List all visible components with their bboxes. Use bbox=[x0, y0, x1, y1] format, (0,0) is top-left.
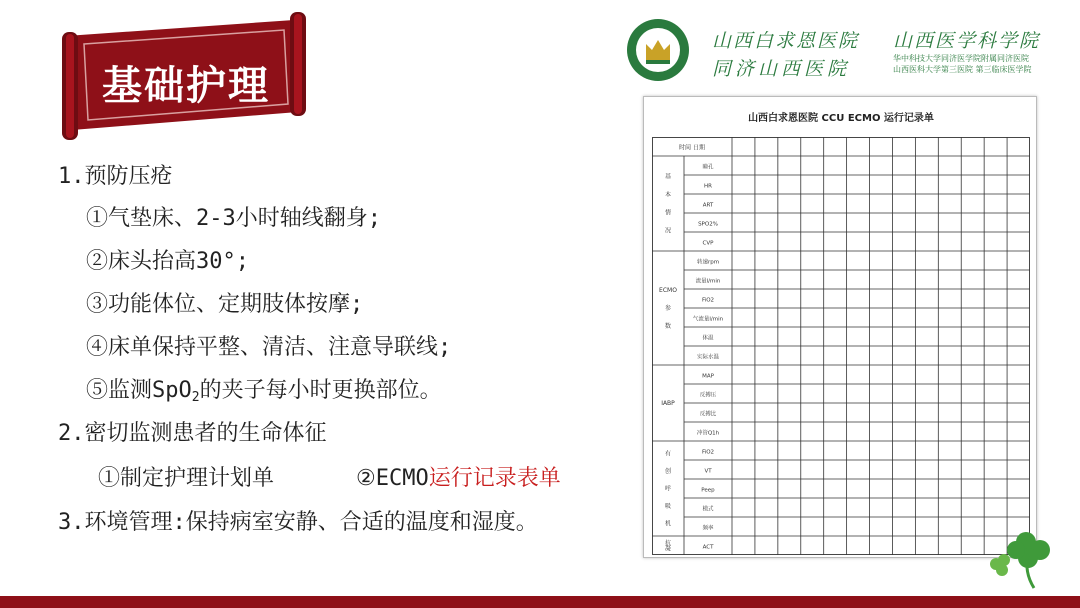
item-1-sub-4: ④床单保持平整、清洁、注意导联线; bbox=[86, 335, 452, 360]
item-2-sub-1: ①制定护理计划单 bbox=[98, 466, 275, 491]
sheet-group-label: ECMO bbox=[659, 287, 677, 294]
sheet-row-label: 气流量l/min bbox=[692, 316, 724, 323]
hospital-logo bbox=[626, 18, 690, 82]
sheet-group-label: 有 bbox=[664, 450, 672, 458]
sheet-row-label: 冲管Q1h bbox=[696, 430, 720, 437]
item-1-sub-2: ②床头抬高30°; bbox=[86, 249, 249, 274]
sheet-row-label: FiO2 bbox=[701, 297, 715, 304]
item-1-title: 1.预防压疮 bbox=[58, 164, 173, 189]
sheet-row-label: ART bbox=[702, 202, 714, 209]
sheet-row-label: VT bbox=[704, 468, 712, 475]
sheet-group-label: 数 bbox=[664, 323, 672, 330]
sheet-table bbox=[652, 137, 1030, 555]
sheet-grid bbox=[652, 137, 1030, 559]
sheet-row-label: 流量l/min bbox=[695, 278, 721, 285]
sheet-row-label: MAP bbox=[702, 373, 714, 380]
sheet-row-label: 反搏压 bbox=[699, 392, 717, 399]
sheet-group-label: 吸 bbox=[664, 502, 672, 510]
sheet-title: 山西白求恩医院 CCU ECMO 运行记录单 bbox=[748, 113, 934, 124]
sheet-row-label: SPO2% bbox=[698, 221, 718, 228]
item-1-sub-5-post: 的夹子每小时更换部位。 bbox=[199, 378, 442, 403]
item-1-sub-5-pre: ⑤监测SpO bbox=[86, 378, 192, 403]
sheet-group-label: 参 bbox=[664, 305, 672, 312]
sheet-row-label: 瞳孔 bbox=[702, 164, 714, 171]
item-3-title: 3.环境管理:保持病室安静、合适的温度和湿度。 bbox=[58, 510, 538, 535]
sheet-row-label: Peep bbox=[701, 487, 715, 494]
hospital-name-secondary: 同济山西医院 bbox=[712, 58, 851, 80]
sheet-group-label: 创 bbox=[664, 468, 672, 476]
affiliation-line-2: 山西医科大学第三医院 第三临床医学院 bbox=[893, 65, 1032, 74]
sheet-group-label: 凝 bbox=[664, 545, 672, 553]
item-2-title: 2.密切监测患者的生命体征 bbox=[58, 421, 327, 446]
item-1-sub-5-subscript: 2 bbox=[191, 390, 200, 405]
sheet-row-label: CVP bbox=[702, 240, 714, 247]
sheet-row-label: HR bbox=[704, 183, 712, 190]
item-2-sub-2 bbox=[356, 462, 561, 496]
sheet-group-label: 机 bbox=[664, 520, 672, 528]
sheet-group-label: 况 bbox=[664, 227, 672, 235]
sheet-row-label: 模式 bbox=[702, 506, 714, 513]
academy-name: 山西医学科学院 bbox=[893, 30, 1041, 52]
sheet-group-label: 基 bbox=[664, 173, 672, 181]
sheet-row-label: 反搏比 bbox=[699, 411, 717, 418]
sheet-row-label: 体温 bbox=[702, 335, 714, 342]
ecmo-record-sheet bbox=[643, 96, 1037, 558]
title-banner bbox=[58, 12, 314, 140]
sheet-group-label: IABP bbox=[661, 400, 675, 407]
sheet-header-label: 时间 日期 bbox=[679, 144, 705, 152]
item-2-sub-2-pre: ②ECMO bbox=[356, 466, 429, 491]
sheet-row-label: FiO2 bbox=[701, 449, 715, 456]
page-title: 基础护理 bbox=[102, 63, 270, 109]
item-1-sub-3: ③功能体位、定期肢体按摩; bbox=[86, 292, 364, 317]
sheet-row-label: 频率 bbox=[702, 525, 714, 532]
sheet-group-label: 情 bbox=[664, 209, 672, 217]
item-2-sub-2-highlight: 运行记录表单 bbox=[428, 466, 561, 491]
sheet-group-label: 抗 bbox=[664, 539, 672, 547]
sheet-group-label: 呼 bbox=[664, 485, 672, 493]
hospital-name-primary: 山西白求恩医院 bbox=[712, 30, 860, 52]
item-1-sub-1: ①气垫床、2-3小时轴线翻身; bbox=[86, 206, 381, 231]
bottom-accent-bar bbox=[0, 596, 1080, 608]
sheet-row-label: ACT bbox=[702, 544, 714, 551]
sheet-row-label: 实际水温 bbox=[696, 354, 720, 361]
affiliation-line-1: 华中科技大学同济医学院附属同济医院 bbox=[893, 54, 1029, 63]
sheet-row-label: 转速rpm bbox=[696, 259, 720, 266]
item-1-sub-5 bbox=[86, 374, 442, 408]
sheet-group-label: 本 bbox=[664, 191, 672, 199]
clover-decoration bbox=[984, 520, 1064, 590]
